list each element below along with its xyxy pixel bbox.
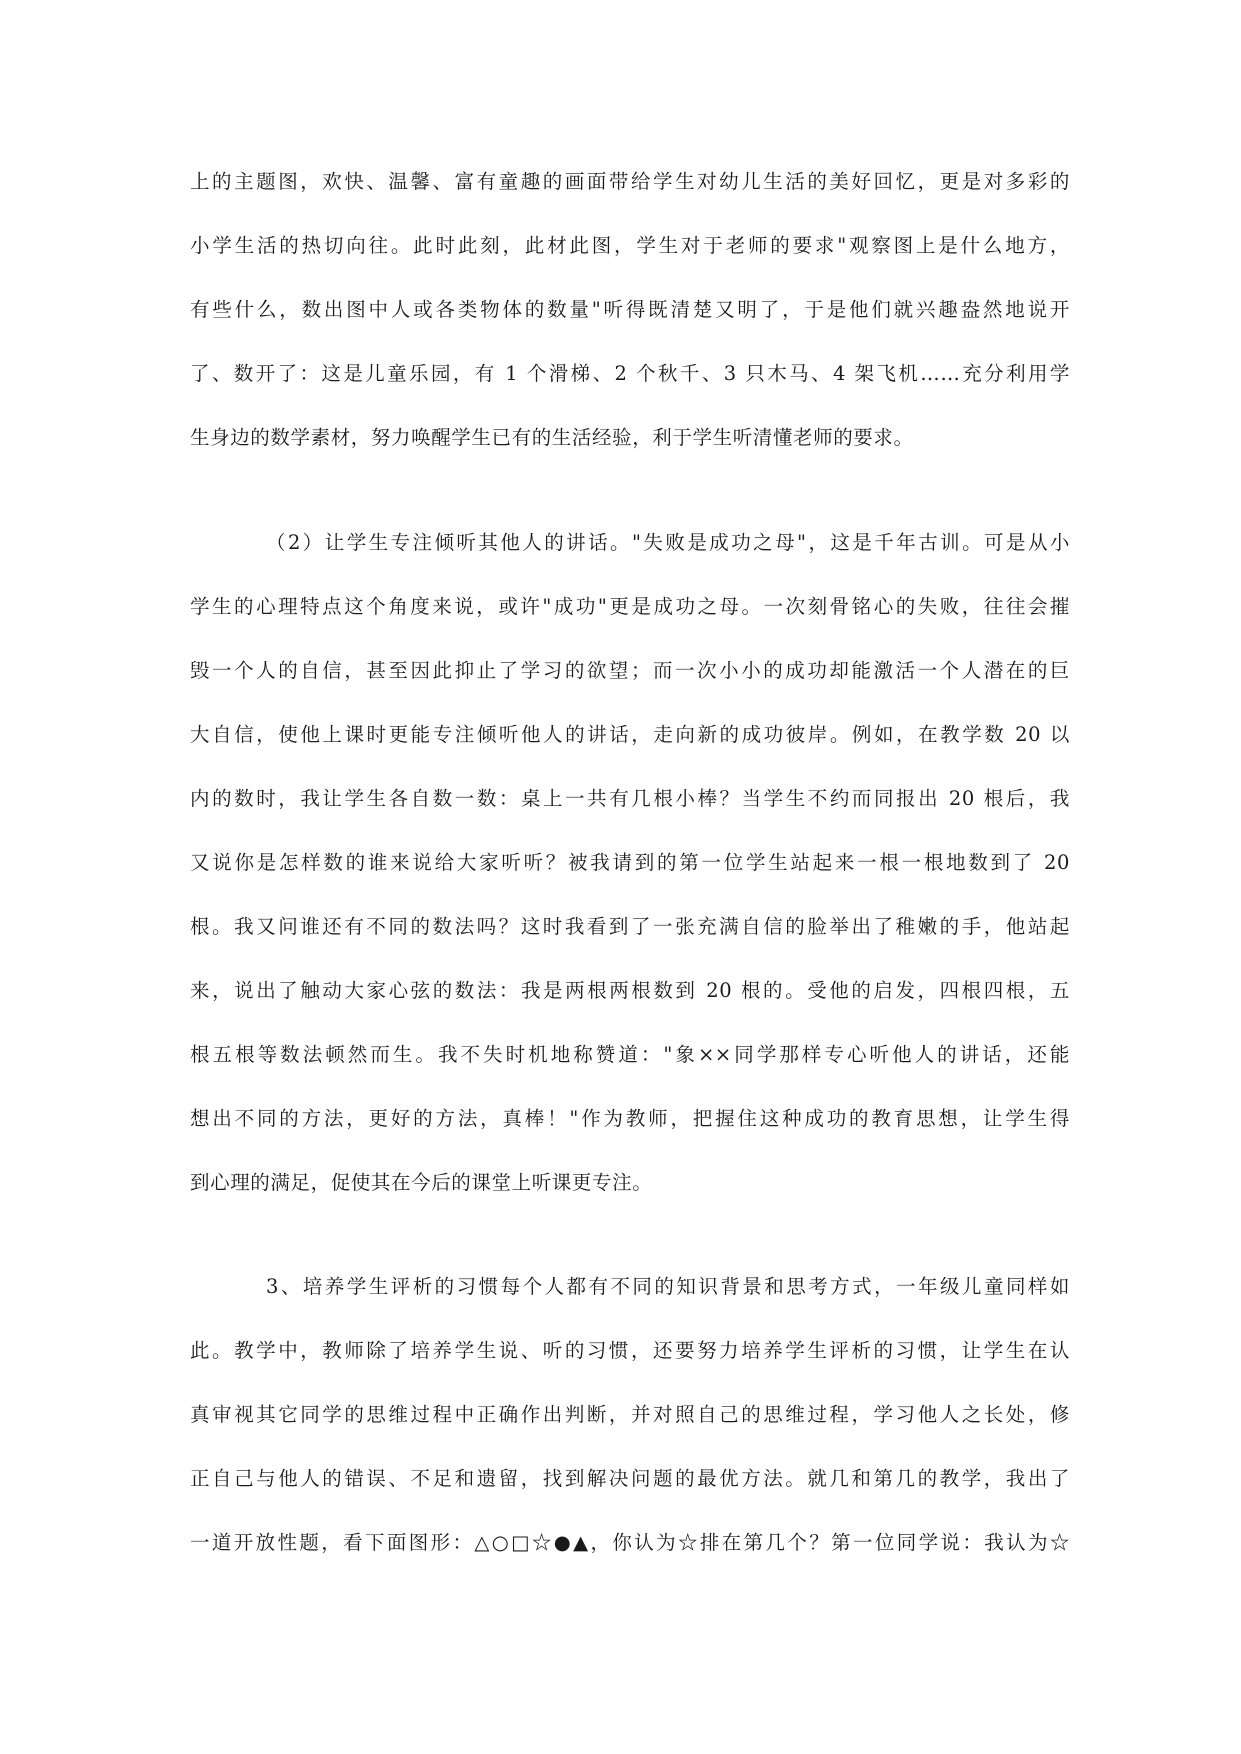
paragraph-2-line-2: 学生的心理特点这个角度来说，或许"成功"更是成功之母。一次刻骨铭心的失败，往往会摧: [190, 595, 1070, 618]
paragraph-1-line-3: 有些什么，数出图中人或各类物体的数量"听得既清楚又明了，于是他们就兴趣盎然地说开: [190, 298, 1070, 321]
paragraph-3-line-2: 此。教学中，教师除了培养学生说、听的习惯，还要努力培养学生评析的习惯，让学生在认: [190, 1339, 1070, 1362]
paragraph-1-line-1: 上的主题图，欢快、温馨、富有童趣的画面带给学生对幼儿生活的美好回忆，更是对多彩的: [190, 170, 1070, 193]
paragraph-3-line-1: 3、培养学生评析的习惯每个人都有不同的知识背景和思考方式，一年级儿童同样如: [266, 1275, 1070, 1298]
paragraph-1-line-4: 了、数开了：这是儿童乐园，有 1 个滑梯、2 个秋千、3 只木马、4 架飞机……充分利用学: [190, 362, 1070, 385]
paragraph-2-line-1: （2）让学生专注倾听其他人的讲话。"失败是成功之母"，这是千年古训。可是从小: [266, 531, 1070, 554]
paragraph-2-line-3: 毁一个人的自信，甚至因此抑止了学习的欲望；而一次小小的成功却能激活一个人潜在的巨: [190, 659, 1070, 682]
paragraph-2-line-11: 到心理的满足，促使其在今后的课堂上听课更专注。: [190, 1171, 653, 1194]
paragraph-3-line-5: 一道开放性题，看下面图形：△○□☆●▲，你认为☆排在第几个？第一位同学说：我认为☆: [190, 1531, 1070, 1554]
paragraph-2-line-7: 根。我又问谁还有不同的数法吗？这时我看到了一张充满自信的脸举出了稚嫩的手，他站起: [190, 915, 1070, 938]
paragraph-3-line-4: 正自己与他人的错误、不足和遗留，找到解决问题的最优方法。就几和第几的教学，我出了: [190, 1467, 1070, 1490]
paragraph-2-line-9: 根五根等数法顿然而生。我不失时机地称赞道："象××同学那样专心听他人的讲话，还能: [190, 1043, 1070, 1066]
paragraph-1-line-5: 生身边的数学素材，努力唤醒学生已有的生活经验，利于学生听清懂老师的要求。: [190, 426, 914, 449]
paragraph-1-line-2: 小学生活的热切向往。此时此刻，此材此图，学生对于老师的要求"观察图上是什么地方，: [190, 234, 1070, 257]
paragraph-2-line-8: 来，说出了触动大家心弦的数法：我是两根两根数到 20 根的。受他的启发，四根四根，五: [190, 979, 1070, 1002]
paragraph-2-line-4: 大自信，使他上课时更能专注倾听他人的讲话，走向新的成功彼岸。例如，在教学数 20 以: [190, 723, 1070, 746]
paragraph-3-line-3: 真审视其它同学的思维过程中正确作出判断，并对照自己的思维过程，学习他人之长处，修: [190, 1403, 1070, 1426]
paragraph-2-line-10: 想出不同的方法，更好的方法，真棒！"作为教师，把握住这种成功的教育思想，让学生得: [190, 1107, 1070, 1130]
paragraph-2-line-5: 内的数时，我让学生各自数一数：桌上一共有几根小棒？当学生不约而同报出 20 根后，我: [190, 787, 1070, 810]
paragraph-2-line-6: 又说你是怎样数的谁来说给大家听听？被我请到的第一位学生站起来一根一根地数到了 20: [190, 851, 1070, 874]
